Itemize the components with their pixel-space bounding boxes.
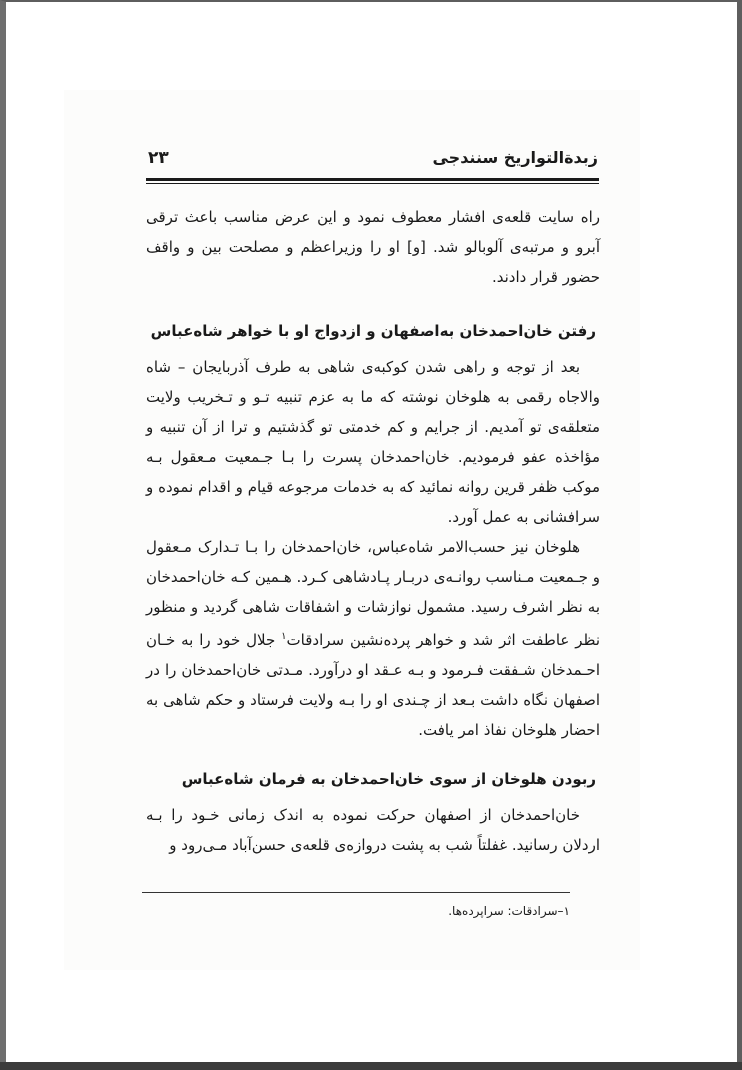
footnote-marker: ۱: [281, 631, 287, 642]
footnote-rule: [142, 892, 570, 893]
page-number: ۲۳: [148, 148, 169, 168]
header-rule-thick: [146, 178, 599, 181]
section-1-paragraph-2: [146, 532, 600, 745]
book-title: زبدةالتواریخ سنندجی: [432, 148, 598, 167]
footnote: ۱–سرادقات: سراپرده‌ها.: [448, 904, 570, 918]
section-heading-1: رفتن خان‌احمدخان به‌اصفهان و ازدواج او با خواهر شاه‌عباس: [150, 322, 596, 340]
section-heading-2: ربودن هلوخان از سوی خان‌احمدخان به فرمان شاه‌عباس: [181, 770, 596, 788]
paragraph-text-after-note: جلال خود را به خـان احـمدخان شـفقت فـرمود و بـه عـقد او درآورد. مـدتی خان‌احمدخان را در اصفهان نگاه داشت بـعد از چـندی او را بـه ولایت فرستاد و حکم شاهی به احضار هلوخان نفاذ امر یافت.: [146, 631, 600, 739]
section-2-paragraph-1: خان‌احمدخان از اصفهان حرکت نموده به اندک زمانی خـود را بـه اردلان رسانید. غفلتاً شب به پشت دروازه‌ی قلعه‌ی حسن‌آباد مـی‌رود و: [146, 806, 600, 854]
running-header: [146, 148, 598, 176]
section-1-paragraph-1: بعد از توجه و راهی شدن کوکبه‌ی شاهی به طرف آذربایجان – شاه والاجاه رقمی به هلوخان نوشته که ما به عزم تنبیه تـو و تـخریب ولایت متعلقه‌ی تو آمدیم. از جرایم و کم خدمتی تو گذشتیم و ترا از آن تنبیه و مؤاخذه عفو فرمودیم. خان‌احمدخان پسرت را بـا جـمعیت مـعقول بـه موکب ظفر قرین روانه نمائید که به خدمات مرجوعه قیام و اقدام نموده و سرافشانی به عمل آورد.: [146, 358, 600, 526]
paragraph-opening: راه سایت قلعه‌ی افشار معطوف نمود و این عرض مناسب باعث ترقی آبرو و مرتبه‌ی آلوبالو شد. [و] او را وزیراعظم و مصلحت بین و واقف حضور قرار دادند.: [146, 208, 600, 286]
paragraph-text-before-note: هلوخان نیز حسب‌الامر شاه‌عباس، خان‌احمدخان را بـا تـدارک مـعقول و جـمعیت مـناسب روانـه‌ی دربـار پـادشاهی کـرد. هـمین کـه خان‌احمدخان به نظر اشرف رسید. مشمول نوازشات و اشفاقات شاهی گردید و منظور نظر عاطفت اثر شد و خواهر پرده‌نشین سرادقات: [146, 538, 601, 649]
viewer-bottom-bar: [0, 1062, 742, 1070]
header-rule-thin: [146, 183, 599, 184]
